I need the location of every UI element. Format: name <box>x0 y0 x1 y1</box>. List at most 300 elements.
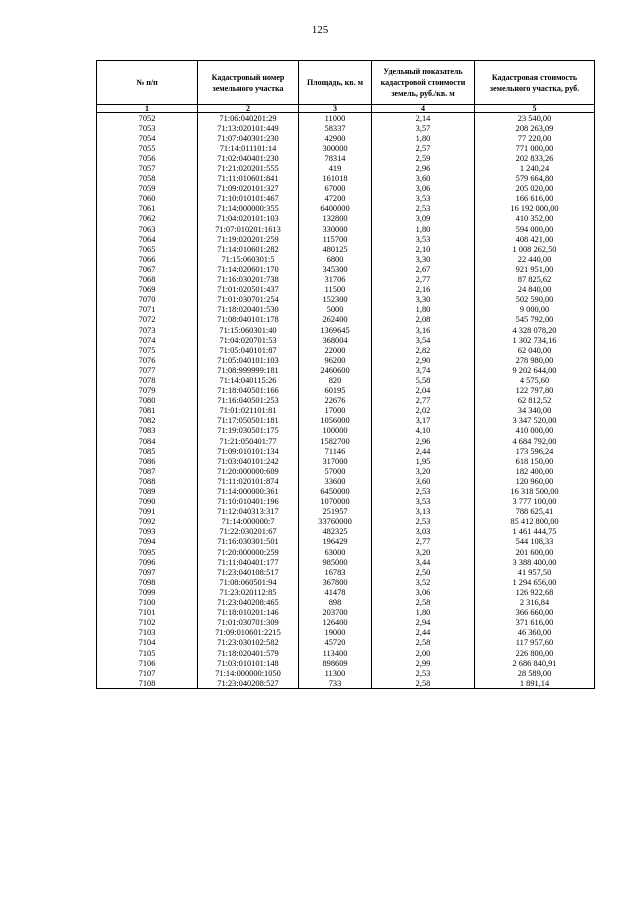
unit-value-cell: 3,30 <box>372 254 475 264</box>
area-cell: 78314 <box>299 153 372 163</box>
unit-value-cell: 1,80 <box>372 133 475 143</box>
area-cell: 898609 <box>299 658 372 668</box>
header-row-number: № п/п <box>97 61 198 105</box>
unit-value-cell: 2,77 <box>372 275 475 285</box>
table-row <box>97 598 595 608</box>
cadastral-value-cell: 771 000,00 <box>475 143 595 153</box>
area-cell: 480125 <box>299 244 372 254</box>
cadastral-value-cell: 201 600,00 <box>475 547 595 557</box>
cadastral-value-cell: 77 220,00 <box>475 133 595 143</box>
table-body <box>97 113 595 689</box>
table-row <box>97 668 595 678</box>
area-cell: 6400000 <box>299 204 372 214</box>
cadastral-number-cell: 71:14:040115:26 <box>198 375 299 385</box>
unit-value-cell: 2,53 <box>372 517 475 527</box>
cadastral-value-cell: 122 797,80 <box>475 386 595 396</box>
header-row <box>97 61 595 105</box>
column-index: 3 <box>299 105 372 113</box>
unit-value-cell: 5,58 <box>372 375 475 385</box>
area-cell: 1369645 <box>299 325 372 335</box>
area-cell: 1056000 <box>299 416 372 426</box>
table-row <box>97 365 595 375</box>
table-row <box>97 295 595 305</box>
row-number-cell: 7064 <box>97 234 198 244</box>
unit-value-cell: 2,59 <box>372 153 475 163</box>
cadastral-number-cell: 71:11:010601:841 <box>198 174 299 184</box>
unit-value-cell: 2,08 <box>372 315 475 325</box>
cadastral-value-cell: 366 660,00 <box>475 608 595 618</box>
table-row <box>97 497 595 507</box>
unit-value-cell: 3,20 <box>372 466 475 476</box>
cadastral-number-cell: 71:01:020501:437 <box>198 285 299 295</box>
row-number-cell: 7099 <box>97 587 198 597</box>
cadastral-value-cell: 1 302 734,16 <box>475 335 595 345</box>
cadastral-value-cell: 2 686 840,91 <box>475 658 595 668</box>
area-cell: 203700 <box>299 608 372 618</box>
cadastral-value-cell: 3 347 520,00 <box>475 416 595 426</box>
cadastral-number-cell: 71:19:020201:259 <box>198 234 299 244</box>
cadastral-number-cell: 71:22:030201:67 <box>198 527 299 537</box>
unit-value-cell: 3,13 <box>372 507 475 517</box>
cadastral-number-cell: 71:12:040313:317 <box>198 507 299 517</box>
cadastral-number-cell: 71:11:020101:874 <box>198 476 299 486</box>
area-cell: 100000 <box>299 426 372 436</box>
row-number-cell: 7102 <box>97 618 198 628</box>
cadastral-number-cell: 71:08:060501:94 <box>198 577 299 587</box>
cadastral-value-cell: 226 800,00 <box>475 648 595 658</box>
cadastral-value-cell: 579 664,80 <box>475 174 595 184</box>
cadastral-value-cell: 62 812,52 <box>475 396 595 406</box>
area-cell: 126400 <box>299 618 372 628</box>
row-number-cell: 7077 <box>97 365 198 375</box>
row-number-cell: 7103 <box>97 628 198 638</box>
cadastral-value-cell: 1 294 656,00 <box>475 577 595 587</box>
unit-value-cell: 2,53 <box>372 668 475 678</box>
cadastral-value-cell: 117 957,60 <box>475 638 595 648</box>
row-number-cell: 7100 <box>97 598 198 608</box>
unit-value-cell: 3,53 <box>372 234 475 244</box>
area-cell: 60195 <box>299 386 372 396</box>
cadastral-value-cell: 278 980,00 <box>475 355 595 365</box>
row-number-cell: 7070 <box>97 295 198 305</box>
row-number-cell: 7088 <box>97 476 198 486</box>
table-row <box>97 224 595 234</box>
area-cell: 300000 <box>299 143 372 153</box>
cadastral-number-cell: 71:03:040101:242 <box>198 456 299 466</box>
table-row <box>97 285 595 295</box>
row-number-cell: 7096 <box>97 557 198 567</box>
cadastral-value-cell: 1 008 262,50 <box>475 244 595 254</box>
table-row <box>97 184 595 194</box>
area-cell: 71146 <box>299 446 372 456</box>
table-row <box>97 547 595 557</box>
row-number-cell: 7108 <box>97 678 198 689</box>
area-cell: 367800 <box>299 577 372 587</box>
table-row <box>97 517 595 527</box>
unit-value-cell: 2,94 <box>372 618 475 628</box>
row-number-cell: 7065 <box>97 244 198 254</box>
row-number-cell: 7098 <box>97 577 198 587</box>
unit-value-cell: 2,14 <box>372 113 475 124</box>
row-number-cell: 7090 <box>97 497 198 507</box>
cadastral-number-cell: 71:06:040201:29 <box>198 113 299 124</box>
row-number-cell: 7084 <box>97 436 198 446</box>
cadastral-number-cell: 71:20:000000:259 <box>198 547 299 557</box>
unit-value-cell: 2,96 <box>372 163 475 173</box>
cadastral-value-cell: 23 540,00 <box>475 113 595 124</box>
cadastral-value-cell: 3 388 400,00 <box>475 557 595 567</box>
cadastral-value-cell: 371 616,00 <box>475 618 595 628</box>
area-cell: 733 <box>299 678 372 689</box>
cadastral-number-cell: 71:13:020101:449 <box>198 123 299 133</box>
row-number-cell: 7072 <box>97 315 198 325</box>
table-row <box>97 204 595 214</box>
table-row <box>97 678 595 689</box>
cadastral-number-cell: 71:10:010101:467 <box>198 194 299 204</box>
cadastral-value-cell: 120 960,00 <box>475 476 595 486</box>
cadastral-number-cell: 71:02:040401:230 <box>198 153 299 163</box>
cadastral-value-cell: 618 150,00 <box>475 456 595 466</box>
unit-value-cell: 1,95 <box>372 456 475 466</box>
area-cell: 33600 <box>299 476 372 486</box>
row-number-cell: 7092 <box>97 517 198 527</box>
area-cell: 31706 <box>299 275 372 285</box>
cadastral-value-cell: 9 000,00 <box>475 305 595 315</box>
cadastral-number-cell: 71:20:000000:609 <box>198 466 299 476</box>
table-row <box>97 275 595 285</box>
row-number-cell: 7056 <box>97 153 198 163</box>
area-cell: 820 <box>299 375 372 385</box>
row-number-cell: 7083 <box>97 426 198 436</box>
unit-value-cell: 2,90 <box>372 355 475 365</box>
cadastral-value-cell: 126 922,68 <box>475 587 595 597</box>
row-number-cell: 7061 <box>97 204 198 214</box>
cadastral-number-cell: 71:18:020401:579 <box>198 648 299 658</box>
table-row <box>97 254 595 264</box>
unit-value-cell: 2,53 <box>372 486 475 496</box>
table-row <box>97 133 595 143</box>
table-row <box>97 214 595 224</box>
area-cell: 419 <box>299 163 372 173</box>
unit-value-cell: 2,53 <box>372 204 475 214</box>
cadastral-value-cell: 22 440,00 <box>475 254 595 264</box>
row-number-cell: 7085 <box>97 446 198 456</box>
area-cell: 368004 <box>299 335 372 345</box>
cadastral-number-cell: 71:04:020701:53 <box>198 335 299 345</box>
area-cell: 11000 <box>299 113 372 124</box>
cadastral-value-cell: 921 951,00 <box>475 264 595 274</box>
cadastral-value-cell: 9 202 644,00 <box>475 365 595 375</box>
cadastral-value-cell: 34 340,00 <box>475 406 595 416</box>
cadastral-number-cell: 71:16:030301:501 <box>198 537 299 547</box>
row-number-cell: 7060 <box>97 194 198 204</box>
unit-value-cell: 3,54 <box>372 335 475 345</box>
table-row <box>97 446 595 456</box>
cadastral-number-cell: 71:01:021101:81 <box>198 406 299 416</box>
table-row <box>97 486 595 496</box>
cadastral-value-cell: 205 020,00 <box>475 184 595 194</box>
cadastral-value-cell: 28 589,00 <box>475 668 595 678</box>
cadastral-number-cell: 71:14:010601:282 <box>198 244 299 254</box>
cadastral-number-cell: 71:07:040301:230 <box>198 133 299 143</box>
table-row <box>97 507 595 517</box>
area-cell: 58337 <box>299 123 372 133</box>
column-index: 2 <box>198 105 299 113</box>
table-row <box>97 628 595 638</box>
table-row <box>97 658 595 668</box>
table-row <box>97 648 595 658</box>
unit-value-cell: 3,06 <box>372 587 475 597</box>
cadastral-number-cell: 71:16:030201:738 <box>198 275 299 285</box>
table-row <box>97 345 595 355</box>
row-number-cell: 7079 <box>97 386 198 396</box>
header-unit-value: Удельный показатель кадастровой стоимости земель, руб./кв. м <box>372 61 475 105</box>
row-number-cell: 7082 <box>97 416 198 426</box>
cadastral-number-cell: 71:03:010101:148 <box>198 658 299 668</box>
area-cell: 1070000 <box>299 497 372 507</box>
table-row <box>97 315 595 325</box>
unit-value-cell: 2,16 <box>372 285 475 295</box>
area-cell: 6800 <box>299 254 372 264</box>
area-cell: 113400 <box>299 648 372 658</box>
area-cell: 6450000 <box>299 486 372 496</box>
table-row <box>97 618 595 628</box>
table-row <box>97 436 595 446</box>
area-cell: 63000 <box>299 547 372 557</box>
unit-value-cell: 3,03 <box>372 527 475 537</box>
cadastral-value-cell: 16 192 000,00 <box>475 204 595 214</box>
area-cell: 11300 <box>299 668 372 678</box>
table-row <box>97 608 595 618</box>
area-cell: 152300 <box>299 295 372 305</box>
area-cell: 317000 <box>299 456 372 466</box>
cadastral-number-cell: 71:18:040501:166 <box>198 386 299 396</box>
cadastral-value-cell: 1 240,24 <box>475 163 595 173</box>
table-row <box>97 194 595 204</box>
area-cell: 96200 <box>299 355 372 365</box>
unit-value-cell: 3,53 <box>372 194 475 204</box>
table-row <box>97 244 595 254</box>
area-cell: 41478 <box>299 587 372 597</box>
area-cell: 47200 <box>299 194 372 204</box>
table-row <box>97 416 595 426</box>
area-cell: 19000 <box>299 628 372 638</box>
row-number-cell: 7054 <box>97 133 198 143</box>
unit-value-cell: 2,50 <box>372 567 475 577</box>
table-row <box>97 163 595 173</box>
row-number-cell: 7089 <box>97 486 198 496</box>
cadastral-number-cell: 71:14:000000:355 <box>198 204 299 214</box>
area-cell: 17000 <box>299 406 372 416</box>
cadastral-number-cell: 71:18:020401:530 <box>198 305 299 315</box>
unit-value-cell: 3,52 <box>372 577 475 587</box>
cadastral-value-cell: 1 891,14 <box>475 678 595 689</box>
area-cell: 196429 <box>299 537 372 547</box>
unit-value-cell: 2,02 <box>372 406 475 416</box>
table-row <box>97 335 595 345</box>
column-index-row <box>97 105 595 113</box>
cadastral-number-cell: 71:21:020201:555 <box>198 163 299 173</box>
unit-value-cell: 3,44 <box>372 557 475 567</box>
cadastral-value-cell: 62 040,00 <box>475 345 595 355</box>
cadastral-number-cell: 71:23:040108:517 <box>198 567 299 577</box>
cadastral-number-cell: 71:05:040101:87 <box>198 345 299 355</box>
cadastral-value-cell: 182 400,00 <box>475 466 595 476</box>
cadastral-number-cell: 71:10:010401:196 <box>198 497 299 507</box>
area-cell: 161018 <box>299 174 372 184</box>
area-cell: 45720 <box>299 638 372 648</box>
unit-value-cell: 3,06 <box>372 184 475 194</box>
cadastral-value-cell: 594 000,00 <box>475 224 595 234</box>
unit-value-cell: 2,96 <box>372 436 475 446</box>
row-number-cell: 7080 <box>97 396 198 406</box>
table-row <box>97 113 595 124</box>
cadastral-value-cell: 408 421,00 <box>475 234 595 244</box>
area-cell: 16783 <box>299 567 372 577</box>
unit-value-cell: 3,60 <box>372 174 475 184</box>
table-row <box>97 527 595 537</box>
cadastral-value-cell: 1 461 444,75 <box>475 527 595 537</box>
cadastral-number-cell: 71:11:040401:177 <box>198 557 299 567</box>
cadastral-value-cell: 3 777 100,00 <box>475 497 595 507</box>
area-cell: 57000 <box>299 466 372 476</box>
table-row <box>97 375 595 385</box>
cadastral-number-cell: 71:01:030701:254 <box>198 295 299 305</box>
area-cell: 22676 <box>299 396 372 406</box>
cadastral-value-cell: 502 590,00 <box>475 295 595 305</box>
cadastral-value-cell: 166 616,00 <box>475 194 595 204</box>
cadastral-value-cell: 46 360,00 <box>475 628 595 638</box>
cadastral-number-cell: 71:14:020601:170 <box>198 264 299 274</box>
cadastral-value-cell: 85 412 800,00 <box>475 517 595 527</box>
cadastral-number-cell: 71:04:020101:103 <box>198 214 299 224</box>
area-cell: 898 <box>299 598 372 608</box>
cadastral-number-cell: 71:09:010101:134 <box>198 446 299 456</box>
cadastral-value-cell: 544 108,33 <box>475 537 595 547</box>
unit-value-cell: 3,60 <box>372 476 475 486</box>
area-cell: 115700 <box>299 234 372 244</box>
area-cell: 1582700 <box>299 436 372 446</box>
cadastral-number-cell: 71:14:000000:7 <box>198 517 299 527</box>
row-number-cell: 7081 <box>97 406 198 416</box>
unit-value-cell: 2,58 <box>372 678 475 689</box>
cadastral-value-cell: 202 833,26 <box>475 153 595 163</box>
area-cell: 33760000 <box>299 517 372 527</box>
row-number-cell: 7075 <box>97 345 198 355</box>
row-number-cell: 7053 <box>97 123 198 133</box>
row-number-cell: 7068 <box>97 275 198 285</box>
area-cell: 5000 <box>299 305 372 315</box>
table-row <box>97 143 595 153</box>
area-cell: 132800 <box>299 214 372 224</box>
table-row <box>97 456 595 466</box>
header-cadastral-value: Кадастровая стоимость земельного участка, руб. <box>475 61 595 105</box>
row-number-cell: 7101 <box>97 608 198 618</box>
unit-value-cell: 2,10 <box>372 244 475 254</box>
row-number-cell: 7058 <box>97 174 198 184</box>
unit-value-cell: 2,44 <box>372 628 475 638</box>
cadastral-number-cell: 71:23:030102:582 <box>198 638 299 648</box>
cadastral-number-cell: 71:15:060301:5 <box>198 254 299 264</box>
row-number-cell: 7105 <box>97 648 198 658</box>
cadastral-value-cell: 87 825,62 <box>475 275 595 285</box>
unit-value-cell: 3,57 <box>372 123 475 133</box>
unit-value-cell: 2,58 <box>372 598 475 608</box>
row-number-cell: 7094 <box>97 537 198 547</box>
row-number-cell: 7057 <box>97 163 198 173</box>
cadastral-number-cell: 71:19:030501:175 <box>198 426 299 436</box>
cadastral-value-cell: 41 957,50 <box>475 567 595 577</box>
cadastral-value-cell: 410 000,00 <box>475 426 595 436</box>
cadastral-value-cell: 4 328 078,20 <box>475 325 595 335</box>
cadastral-value-cell: 4 575,60 <box>475 375 595 385</box>
unit-value-cell: 2,77 <box>372 537 475 547</box>
unit-value-cell: 2,77 <box>372 396 475 406</box>
row-number-cell: 7091 <box>97 507 198 517</box>
unit-value-cell: 1,80 <box>372 224 475 234</box>
row-number-cell: 7059 <box>97 184 198 194</box>
cadastral-value-cell: 4 684 792,00 <box>475 436 595 446</box>
area-cell: 345300 <box>299 264 372 274</box>
table-row <box>97 567 595 577</box>
unit-value-cell: 3,16 <box>372 325 475 335</box>
table-row <box>97 577 595 587</box>
cadastral-number-cell: 71:17:050501:181 <box>198 416 299 426</box>
cadastral-value-table <box>96 60 595 689</box>
area-cell: 330000 <box>299 224 372 234</box>
unit-value-cell: 2,82 <box>372 345 475 355</box>
unit-value-cell: 3,53 <box>372 497 475 507</box>
table-row <box>97 476 595 486</box>
cadastral-number-cell: 71:23:040208:465 <box>198 598 299 608</box>
row-number-cell: 7095 <box>97 547 198 557</box>
unit-value-cell: 4,10 <box>372 426 475 436</box>
area-cell: 2460600 <box>299 365 372 375</box>
row-number-cell: 7055 <box>97 143 198 153</box>
cadastral-value-cell: 2 316,84 <box>475 598 595 608</box>
unit-value-cell: 2,99 <box>372 658 475 668</box>
table-row <box>97 386 595 396</box>
cadastral-number-cell: 71:14:011101:14 <box>198 143 299 153</box>
cadastral-number-cell: 71:09:010601:2215 <box>198 628 299 638</box>
unit-value-cell: 2,44 <box>372 446 475 456</box>
cadastral-number-cell: 71:23:020112:85 <box>198 587 299 597</box>
table-row <box>97 123 595 133</box>
cadastral-number-cell: 71:14:000000:361 <box>198 486 299 496</box>
area-cell: 482325 <box>299 527 372 537</box>
cadastral-value-cell: 410 352,00 <box>475 214 595 224</box>
cadastral-number-cell: 71:01:030701:309 <box>198 618 299 628</box>
row-number-cell: 7069 <box>97 285 198 295</box>
cadastral-number-cell: 71:21:050401:77 <box>198 436 299 446</box>
area-cell: 42900 <box>299 133 372 143</box>
cadastral-number-cell: 71:15:060301:40 <box>198 325 299 335</box>
unit-value-cell: 3,74 <box>372 365 475 375</box>
row-number-cell: 7076 <box>97 355 198 365</box>
table-row <box>97 537 595 547</box>
area-cell: 251957 <box>299 507 372 517</box>
cadastral-value-cell: 173 596,24 <box>475 446 595 456</box>
cadastral-value-cell: 208 263,09 <box>475 123 595 133</box>
table-row <box>97 396 595 406</box>
row-number-cell: 7097 <box>97 567 198 577</box>
row-number-cell: 7066 <box>97 254 198 264</box>
row-number-cell: 7107 <box>97 668 198 678</box>
row-number-cell: 7052 <box>97 113 198 124</box>
page-number: 125 <box>311 24 329 36</box>
header-area: Площадь, кв. м <box>299 61 372 105</box>
table-row <box>97 426 595 436</box>
